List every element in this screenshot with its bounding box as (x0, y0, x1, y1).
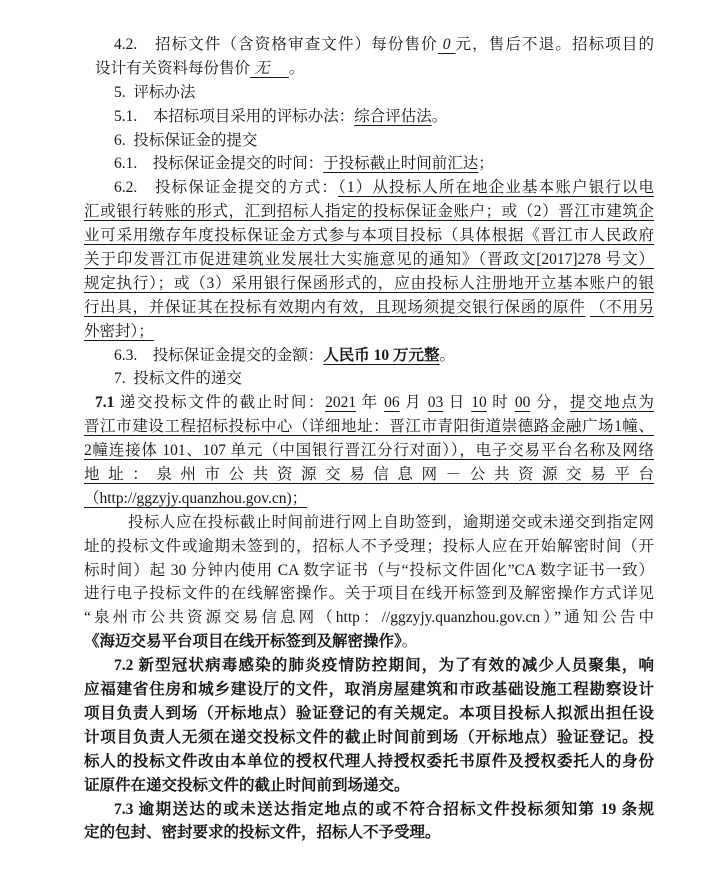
text-line (84, 798, 654, 822)
text-line (84, 535, 654, 559)
text-segment: 设计有关资料每份售价 (95, 59, 251, 77)
text-segment: 计项目负责人无须在递交投标文件的截止时间前到场（开标地点）验证登记。投 (84, 728, 654, 746)
text-segment: 日 (443, 394, 472, 412)
text-line (84, 152, 654, 176)
text-line (84, 296, 654, 320)
text-segment: 址的投标文件或逾期未签到的，招标人不予受理；投标人应在开始解密时间（开 (84, 537, 654, 555)
text-line (84, 726, 654, 750)
text-line (84, 750, 654, 774)
text-segment: 2021 (325, 394, 357, 412)
text-segment: 关于印发晋江市促进建筑业发展壮大实施意见的通知》（晋政文[2017]278 号文） (84, 251, 654, 269)
text-segment: 项目负责人到场（开标地点）验证登记的有关规定。本项目投标人拟派出担任设 (84, 704, 654, 722)
text-segment: 7.3 逾期送达的或未送达指定地点的或不符合招标文件投标须知第 19 条规 (114, 800, 654, 818)
text-segment: 5. 评标办法 (114, 83, 196, 101)
text-segment: 7. 投标文件的递交 (114, 370, 242, 388)
text-line (84, 821, 654, 845)
text-line (84, 678, 654, 702)
text-line (84, 367, 654, 391)
text-segment: 进行电子投标文件的在线解密操作。关于项目在线开标签到及解密操作方式详见 (84, 585, 654, 603)
text-segment: 外密封）； (84, 322, 154, 340)
text-segment: 6. 投标保证金的提交 (114, 131, 258, 149)
text-segment: 晋江市建设工程招标投标中心（详细地址：晋江市青阳街道崇德路金融广场1幢、 (84, 418, 654, 436)
text-segment: 。 (401, 633, 418, 651)
text-segment: 综合评估法 (354, 107, 432, 125)
text-segment: 06 (384, 394, 400, 412)
document-body (84, 33, 654, 845)
text-line (84, 224, 654, 248)
text-segment: 。 (288, 59, 305, 77)
text-segment: 投标人应在投标截止时间前进行网上自助签到，逾期递交或未递交到指定网 (128, 513, 654, 531)
text-segment: 时 (486, 394, 515, 412)
text-segment: 行出具，并保证其在投标有效期内有效，且现场须提交银行保函的原件 (84, 298, 586, 316)
text-segment: 4.2. 招标文件（含资格审查文件）每份售价 (114, 36, 438, 53)
text-segment: （1）从投标人所在地企业基本账户银行以电 (337, 179, 654, 197)
text-segment: 地址：泉州市公共资源交易信息网－公共资源交易平台 (84, 466, 654, 484)
text-segment: 定的包封、密封要求的投标文件，招标人不予受理。 (84, 824, 441, 842)
text-segment: 。 (439, 346, 456, 364)
text-segment: 7.1 (95, 394, 120, 412)
text-segment: 无 (250, 59, 289, 77)
text-segment: 元，售后不退。招标项目的 (455, 36, 654, 53)
text-line (84, 105, 654, 129)
text-line (84, 33, 654, 57)
text-segment: “泉州市公共资源交易信息网（http：//ggzyjy.quanzhou.gov.cn）”通知公告中 (84, 609, 654, 627)
text-segment: 6.2. 投标保证金提交的方式： (114, 179, 338, 197)
text-line (84, 654, 654, 678)
text-segment: 月 (399, 394, 428, 412)
text-segment: （http://ggzyjy.quanzhou.gov.cn)； (84, 489, 308, 507)
text-segment: 6.3. 投标保证金提交的金额： (114, 346, 324, 364)
text-segment: 标人的投标文件改由本单位的授权代理人持授权委托书原件及授权委托人的身份 (84, 752, 654, 770)
text-segment: 提交地点为 (570, 394, 654, 412)
text-segment: ； (478, 155, 494, 173)
text-segment: 递交投标文件的截止时间： (119, 394, 326, 412)
text-segment: 汇或银行转账的形式，汇到招标人指定的投标保证金账户；或（2）晋江市建筑企 (84, 203, 654, 221)
text-line (84, 606, 654, 630)
text-segment: 标时间）起 30 分钟内使用 CA 数字证书（与“投标文件固化”CA 数字证书一致） (84, 561, 654, 579)
text-line (84, 511, 654, 535)
text-line (84, 415, 654, 439)
text-segment: 证原件在递交投标文件的截止时间前到场递交。 (84, 776, 410, 794)
text-segment: 分， (530, 394, 571, 412)
text-line (84, 129, 654, 153)
text-segment: 03 (427, 394, 444, 412)
text-segment: 于投标截止时间前汇达 (323, 155, 479, 173)
text-segment: 应福建省住房和城乡建设厅的文件，取消房屋建筑和市政基础设施工程勘察设计 (84, 681, 654, 699)
text-line (84, 176, 654, 200)
text-line (84, 272, 654, 296)
text-segment: 业可采用缴存年度投标保证金方式参与本项目投标（具体根据《晋江市人民政府 (84, 227, 654, 245)
text-line (84, 774, 654, 798)
text-line (84, 702, 654, 726)
text-segment: 5.1. 本招标项目采用的评标办法： (114, 107, 355, 125)
text-line (84, 57, 654, 81)
text-line (84, 320, 654, 344)
text-line (84, 248, 654, 272)
text-segment: （不用另 (589, 298, 654, 316)
text-segment: 00 (514, 394, 531, 412)
text-segment: 规定执行）；或（3）采用银行保函形式的，应由投标人注册地开立基本账户的银 (84, 274, 654, 292)
text-line (84, 439, 654, 463)
text-segment: 年 (356, 394, 385, 412)
text-line (84, 487, 654, 511)
text-line (84, 559, 654, 583)
text-segment: 6.1. 投标保证金提交的时间： (114, 155, 324, 173)
text-line (84, 582, 654, 606)
text-line (84, 344, 654, 368)
text-segment: 人民币 10 万元整 (323, 346, 440, 364)
text-line (84, 630, 654, 654)
text-segment: 2幢连接体 101、107 单元（中国银行晋江分行对面）），电子交易平台名称及网络 (84, 442, 654, 460)
text-line (84, 463, 654, 487)
text-segment: 7.2 新型冠状病毒感染的肺炎疫情防控期间，为了有效的减少人员聚集，响 (114, 657, 654, 675)
text-line (84, 81, 654, 105)
text-segment: 。 (431, 107, 448, 125)
text-segment: 《海迈交易平台项目在线开标签到及解密操作》 (84, 633, 402, 651)
text-line (84, 391, 654, 415)
text-line (84, 200, 654, 224)
text-segment: 10 (471, 394, 487, 412)
text-segment: 0 (437, 36, 456, 53)
